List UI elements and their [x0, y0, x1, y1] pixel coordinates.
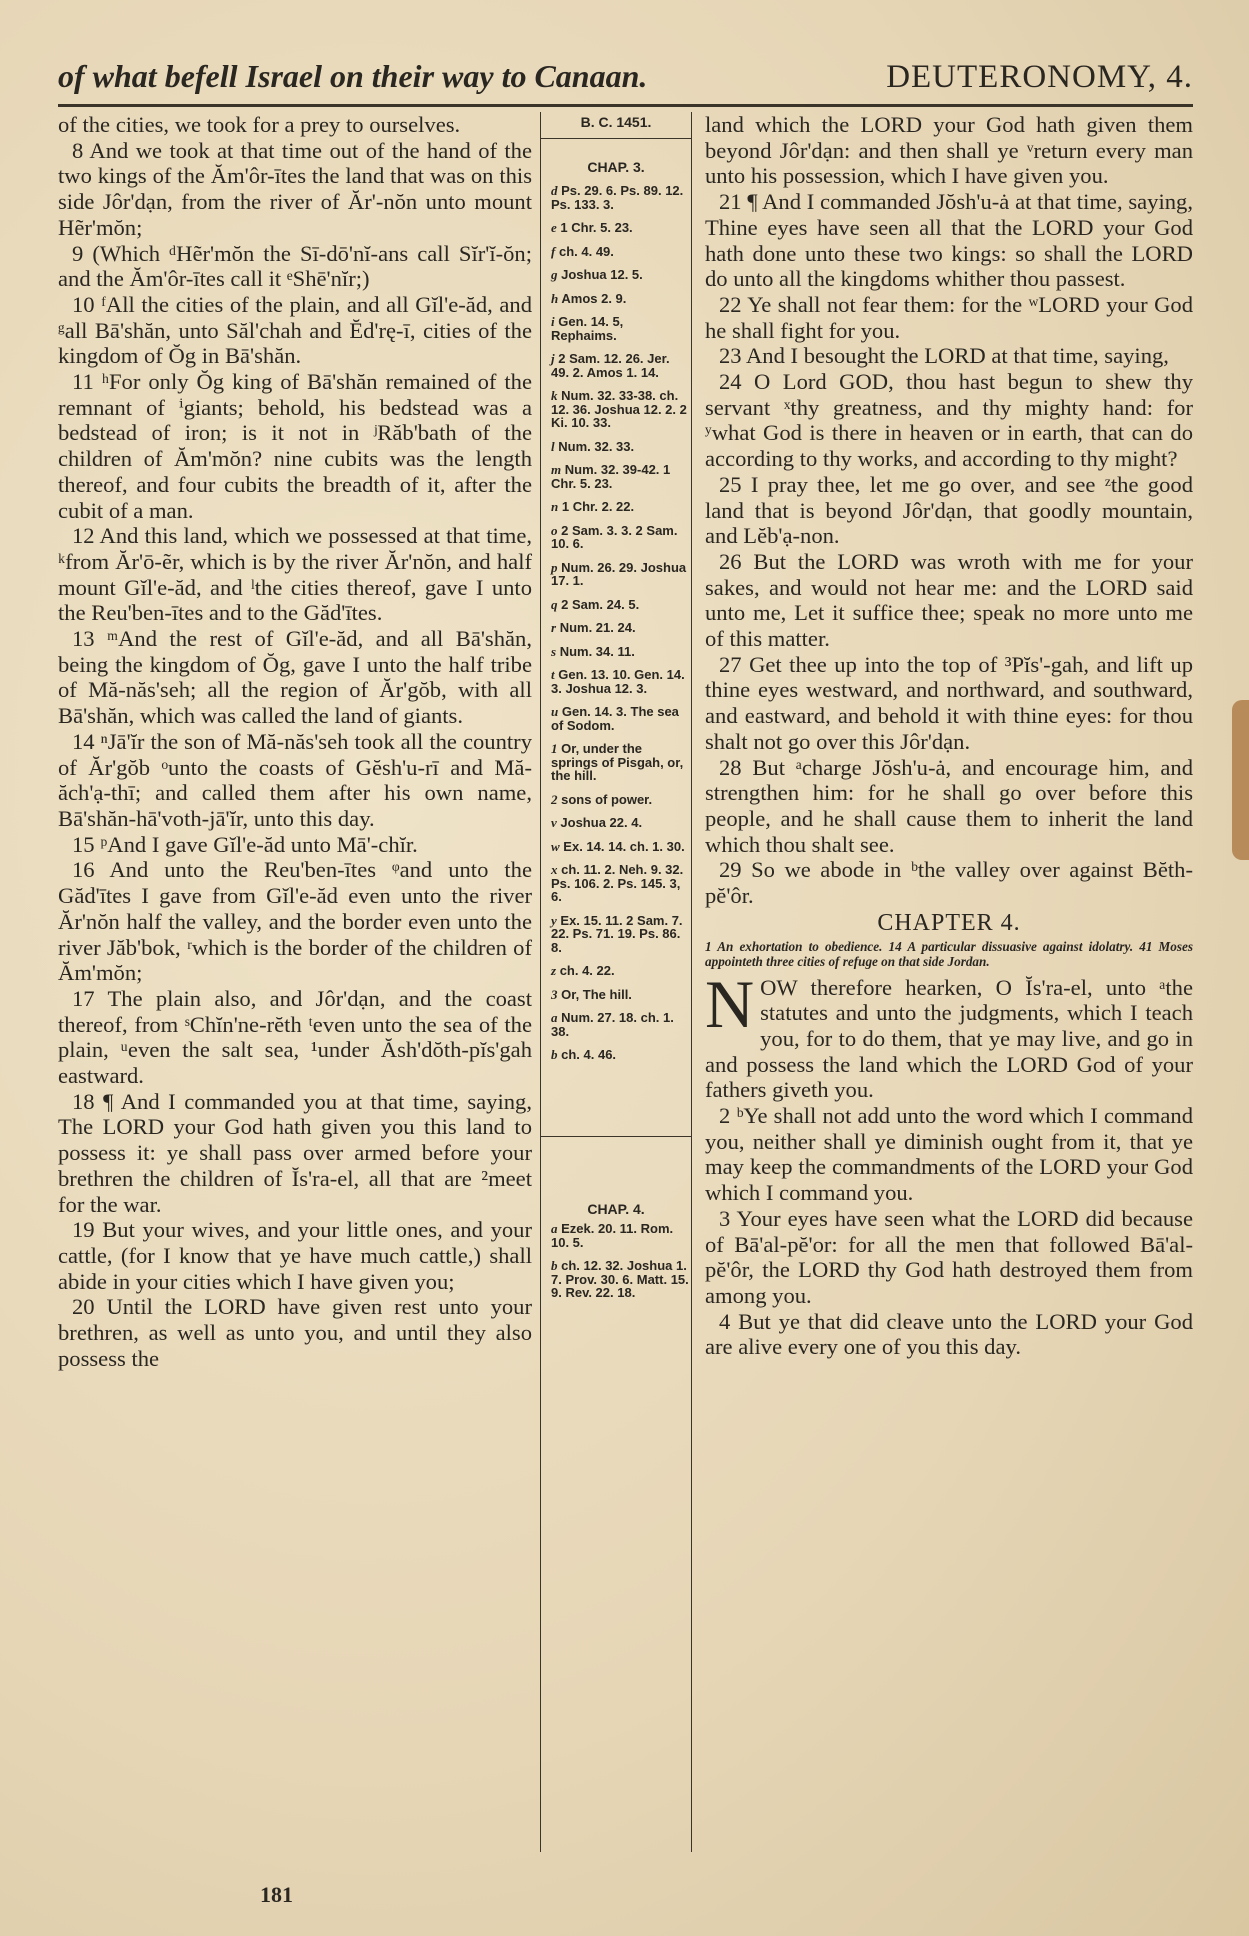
margin-references: [540, 112, 692, 1852]
reference-key: a: [551, 1221, 558, 1236]
margin-reference: [541, 840, 691, 854]
verse: 17 The plain also, and Jôr'dạn, and the coast thereof, from ˢChĭn'ne-rĕth ᵗeven unto the sea of the plain, ᵘeven the salt sea, ¹under Ăsh'dŏth-pĭs'gah eastward.: [58, 985, 532, 1089]
chapter-summary: 1 An exhortation to obedience. 14 A particular dissuasive against idolatry. 41 Moses appointeth three cities of refuge on that side Jordan.: [705, 938, 1193, 969]
margin-reference: [541, 705, 691, 732]
reference-key: t: [551, 667, 555, 682]
verse-first: NOW therefore hearken, O Ĭs'ra-el, unto ᵃthe statutes and unto the judgments, which I teach you, for to do them, that ye may live, and go in and possess the land which the LORD God of your fathers giveth you.: [705, 965, 1193, 1103]
reference-key: b: [551, 1258, 558, 1273]
margin-reference: [541, 440, 691, 454]
reference-key: a: [551, 1010, 558, 1025]
reference-text: Joshua 22. 4.: [560, 815, 643, 830]
margin-reference: [541, 914, 691, 955]
chapter-heading: CHAPTER 4.: [877, 909, 1021, 936]
margin-reference: [541, 184, 691, 211]
verse-continuation: of the cities, we took for a prey to ourselves.: [58, 112, 461, 137]
reference-text: sons of power.: [561, 791, 653, 807]
verse: 25 I pray thee, let me go over, and see ᶻthe good land that is beyond Jôr'dạn, that goodly mountain, and Lĕb'ạ-non.: [705, 471, 1193, 549]
reference-key: y: [551, 912, 557, 928]
reference-text: Gen. 13. 10. Gen. 14. 3. Joshua 12. 3.: [551, 667, 685, 696]
verse: 16 And unto the Reu'ben-ītes ᵠand unto the Găd'ītes I gave from Gĭl'e-ăd even unto the river Ăr'nŏn half the valley, and the border even unto the river Jăb'bok, ʳwhich is the border of the children of Ăm'mŏn;: [58, 857, 532, 986]
left-text-column: [58, 112, 532, 1371]
reference-text: 2 Sam. 3. 3. 2 Sam. 10. 6.: [551, 522, 678, 551]
reference-text: Amos 2. 9.: [561, 290, 627, 306]
reference-text: Num. 26. 29. Joshua 17. 1.: [551, 559, 687, 588]
reference-text: Num. 21. 24.: [559, 620, 636, 635]
page-number: 181: [260, 1882, 293, 1907]
margin-reference: [541, 621, 691, 635]
margin-reference: [541, 1011, 691, 1038]
verse: 15 ᵖAnd I gave Gĭl'e-ăd unto Mā'-chĭr.: [72, 831, 418, 857]
reference-key: v: [551, 815, 557, 830]
reference-key: p: [551, 559, 558, 575]
verse: 8 And we took at that time out of the hand of the two kings of the Ăm'ôr-ītes the land that was on this side Jôr'dạn, from the river of Ăr'-nŏn unto mount Hẽr'mŏn;: [58, 137, 532, 240]
verse: 23 And I besought the LORD at that time, saying,: [719, 343, 1169, 369]
margin-reference: [541, 742, 691, 783]
reference-text: Num. 34. 11.: [559, 643, 635, 659]
verse: 22 Ye shall not fear them: for the ʷLORD your God he shall fight for you.: [705, 291, 1193, 343]
verse: 18 ¶ And I commanded you at that time, saying, The LORD your God hath given you this land to possess it: ye shall pass over armed before your brethren the children of Ĭs'ra-el, all that are ²meet for the war.: [58, 1088, 532, 1217]
reference-text: Ex. 14. 14. ch. 1. 30.: [563, 838, 685, 854]
margin-reference: [541, 863, 691, 904]
margin-reference: [541, 561, 691, 588]
reference-text: ch. 12. 32. Joshua 1. 7. Prov. 30. 6. Matt. 15. 9. Rev. 22. 18.: [551, 1258, 689, 1300]
thumb-index-tab: [1232, 700, 1249, 860]
reference-key: s: [551, 643, 557, 659]
reference-text: ch. 4. 46.: [561, 1047, 617, 1062]
margin-reference: [541, 668, 691, 695]
margin-reference: [541, 389, 691, 430]
reference-text: 1 Chr. 2. 22.: [561, 499, 635, 514]
reference-text: Num. 32. 33-38. ch. 12. 36. Joshua 12. 2. 2 Ki. 10. 33.: [551, 388, 687, 430]
margin-reference: [541, 463, 691, 490]
reference-key: l: [551, 438, 555, 454]
reference-key: n: [551, 499, 559, 514]
reference-key: m: [551, 462, 562, 477]
reference-text: 2 Sam. 24. 5.: [561, 596, 640, 612]
reference-text: 1 Chr. 5. 23.: [560, 220, 633, 235]
verse: 13 ᵐAnd the rest of Gĭl'e-ăd, and all Bā'shăn, being the kingdom of Ŏg, gave I unto the half tribe of Mă-năs'seh; all the region of Ăr'gŏb, with all Bā'shăn, which was called the land of giants.: [58, 626, 532, 729]
margin-reference: [541, 268, 691, 282]
reference-key: x: [551, 862, 558, 877]
reference-text: Num. 32. 39-42. 1 Chr. 5. 23.: [551, 462, 671, 491]
reference-text: ch. 4. 49.: [558, 243, 614, 259]
reference-key: 2: [551, 791, 558, 807]
verse: 27 Get thee up into the top of ³Pĭs'-gah, and lift up thine eyes westward, and northward, and southward, and eastward, and behold it with thine eyes: for thou shalt not go over this Jôr'dạn.: [705, 651, 1193, 754]
verse: 29 So we abode in ᵇthe valley over against Bĕth-pĕ'ôr.: [705, 857, 1193, 909]
verse: 20 Until the LORD have given rest unto your brethren, as well as unto you, and until they also possess the: [58, 1294, 532, 1371]
margin-reference: [541, 352, 691, 379]
verse: 28 But ᵃcharge Jŏsh'u-ȧ, and encourage him, and strengthen him: for he shall go over before this people, and he shall cause them to inherit the land which thou shalt see.: [705, 754, 1193, 857]
reference-text: Num. 32. 33.: [558, 438, 635, 454]
margin-reference: [541, 1048, 691, 1062]
verse: 14 ⁿJā'ĭr the son of Mă-năs'seh took all the country of Ăr'gŏb ᵒunto the coasts of Gĕsh'u-rī and Mă-ăch'ạ-thī; and called them after his own name, Bā'shăn-hā'voth-jā'ĭr, unto this day.: [58, 728, 532, 831]
reference-key: r: [551, 620, 557, 635]
header-left-title: of what befell Israel on their way to Canaan.: [58, 58, 648, 94]
margin-reference: [541, 221, 691, 235]
header-rule: [58, 104, 1193, 107]
margin-reference: [541, 816, 691, 830]
reference-text: Ex. 15. 11. 2 Sam. 7. 22. Ps. 71. 19. Ps. 86. 8.: [551, 912, 683, 955]
verse: 19 But your wives, and your little ones, and your cattle, (for I know that ye have much cattle,) shall abide in your cities which I have given you;: [58, 1217, 532, 1294]
verse: 9 (Which ᵈHẽr'mŏn the Sī-dō'nĭ-ans call Sĭr'ĭ-ŏn; and the Ăm'ôr-ītes call it ᵉShē'nĭr;): [58, 240, 532, 292]
chapter-4-refs: [541, 1222, 691, 1300]
reference-text: Ps. 29. 6. Ps. 89. 12. Ps. 133. 3.: [551, 183, 684, 212]
margin-reference: [541, 245, 691, 259]
margin-reference: [541, 500, 691, 514]
running-header: [58, 58, 1193, 102]
verse: 26 But the LORD was wroth with me for your sakes, and would not hear me: and the LORD said unto me, Let it suffice thee; speak no more unto me of this matter.: [705, 548, 1193, 652]
margin-reference: [541, 988, 691, 1002]
reference-key: o: [551, 522, 558, 538]
reference-text: Or, The hill.: [561, 986, 632, 1002]
margin-reference: [541, 598, 691, 612]
margin-reference: [541, 793, 691, 807]
verse: 10 ᶠAll the cities of the plain, and all Gĭl'e-ăd, and ᵍall Bā'shăn, unto Săl'chah and Ĕd'rę-ī, cities of the kingdom of Ŏg in Bā'shăn.: [58, 291, 532, 369]
reference-key: k: [551, 388, 558, 403]
reference-text: Ezek. 20. 11. Rom. 10. 5.: [551, 1221, 674, 1250]
chapter-3-label: CHAP. 3.: [587, 158, 645, 175]
reference-text: Gen. 14. 5, Rephaims.: [551, 314, 624, 343]
margin-reference: [541, 645, 691, 659]
reference-key: g: [551, 267, 558, 282]
header-right-title: DEUTERONOMY, 4.: [886, 59, 1193, 95]
margin-reference: [541, 315, 691, 342]
reference-key: f: [551, 243, 556, 259]
reference-text: Joshua 12. 5.: [561, 267, 643, 282]
reference-text: 2 Sam. 12. 26. Jer. 49. 2. Amos 1. 14.: [551, 351, 670, 380]
verse-continuation: land which the LORD your God hath given them beyond Jôr'dạn: and then shall ye ᵛreturn every man unto his possession, which I have given you.: [705, 112, 1193, 189]
reference-key: q: [551, 596, 558, 612]
era-label: B. C. 1451.: [541, 112, 691, 139]
margin-reference: [541, 1259, 691, 1300]
verse: 3 Your eyes have seen what the LORD did because of Bā'al-pĕ'or: for all the men that followed Bā'al-pĕ'ôr, the LORD thy God hath destroyed them from among you.: [705, 1205, 1193, 1308]
reference-text: ch. 4. 22.: [559, 963, 615, 978]
verse: 11 ʰFor only Ŏg king of Bā'shăn remained of the remnant of ⁱgiants; behold, his bedstead was a bedstead of iron; is it not in ʲRăb'bath of the children of Ăm'mŏn? nine cubits was the length thereof, and four cubits the breadth of it, after the cubit of a man.: [58, 369, 532, 523]
verse: 2 ᵇYe shall not add unto the word which I command you, neither shall ye diminish ought from it, that ye may keep the commandments of the LORD your God which I command you.: [705, 1103, 1193, 1206]
reference-key: z: [551, 963, 557, 978]
reference-key: d: [551, 183, 558, 198]
reference-key: w: [551, 838, 560, 854]
margin-reference: [541, 524, 691, 551]
reference-text: Num. 27. 18. ch. 1. 38.: [551, 1010, 674, 1039]
reference-text: ch. 11. 2. Neh. 9. 32. Ps. 106. 2. Ps. 145. 3, 6.: [551, 862, 684, 904]
verse: 24 O Lord GOD, thou hast begun to shew thy servant ˣthy greatness, and thy mighty hand: for ʸwhat God is there in heaven or in earth, that can do according to thy works, and according to thy might?: [705, 369, 1193, 472]
chapter-3-refs: [541, 184, 691, 1062]
reference-key: j: [551, 351, 555, 366]
verse: 12 And this land, which we possessed at that time, ᵏfrom Ăr'ō-ẽr, which is by the river Ăr'nŏn, and half mount Gĭl'e-ăd, and ˡthe cities thereof, gave I unto the Reu'ben-ītes and to the Găd'ītes.: [58, 523, 532, 626]
reference-text: Gen. 14. 3. The sea of Sodom.: [551, 704, 679, 733]
right-text-column: [705, 112, 1193, 1360]
reference-text: Or, under the springs of Pisgah, or, the hill.: [551, 741, 684, 783]
reference-key: e: [551, 220, 557, 235]
margin-reference: [541, 292, 691, 306]
verse: 21 ¶ And I commanded Jŏsh'u-ȧ at that time, saying, Thine eyes have seen all that the LORD your God hath done unto these two kings: so shall the LORD do unto all the kingdoms whither thou passest.: [705, 189, 1193, 292]
reference-key: 3: [551, 986, 558, 1002]
reference-key: 1: [551, 741, 558, 756]
reference-key: u: [551, 704, 559, 719]
reference-key: i: [551, 314, 555, 329]
margin-reference: [541, 964, 691, 978]
margin-reference: [541, 1222, 691, 1249]
chapter-4-label: CHAP. 4.: [587, 1200, 645, 1217]
reference-key: b: [551, 1047, 558, 1062]
verse: 4 But ye that did cleave unto the LORD your God are alive every one of you this day.: [705, 1308, 1193, 1360]
margin-divider: [541, 1136, 691, 1137]
reference-key: h: [551, 290, 559, 306]
